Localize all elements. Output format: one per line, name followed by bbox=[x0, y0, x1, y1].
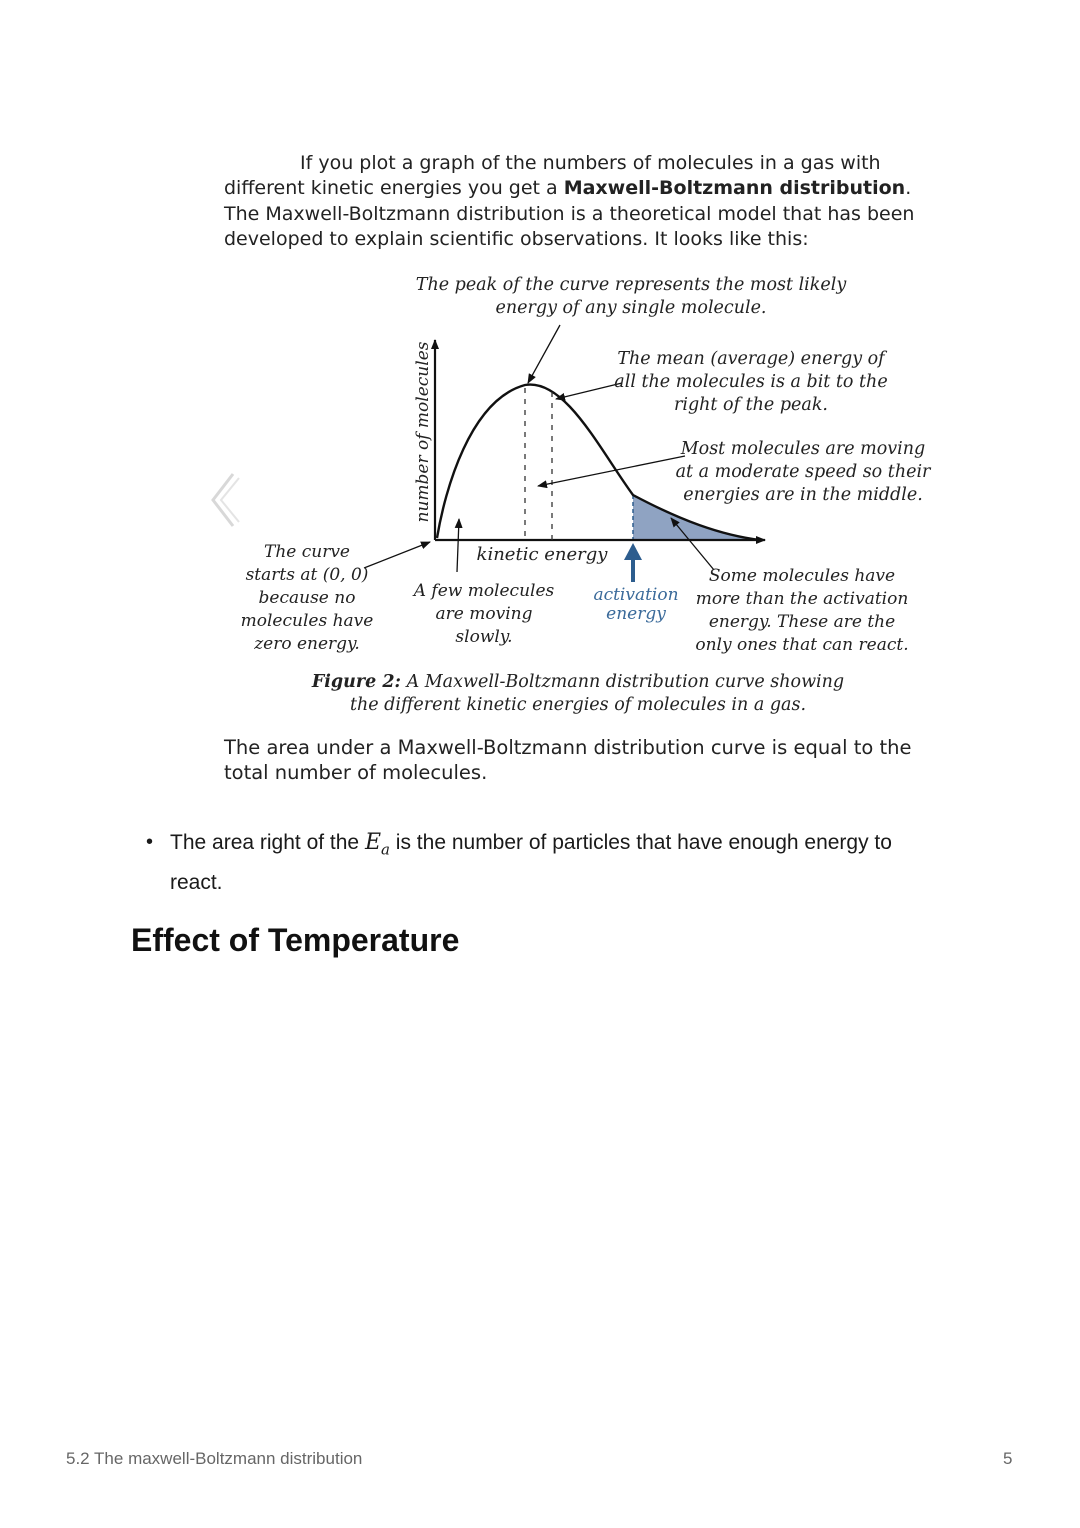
peak-arrow bbox=[528, 325, 560, 383]
maxwell-boltzmann-figure bbox=[0, 0, 1080, 730]
symbol-e: E bbox=[364, 830, 382, 855]
peak-note-line-2: energy of any single molecule. bbox=[495, 298, 767, 318]
origin-note-line-1: The curve bbox=[263, 542, 351, 562]
y-axis-label: number of molecules bbox=[413, 341, 433, 523]
few-arrow bbox=[457, 519, 459, 572]
peak-note-line-1: The peak of the curve represents the most likely bbox=[415, 275, 847, 295]
intro-bold-term: Maxwell-Boltzmann distribution bbox=[563, 177, 906, 200]
footer-doc-title: 5.2 The maxwell-Boltzmann distribution bbox=[66, 1449, 363, 1468]
few-note-line-3: slowly. bbox=[455, 627, 513, 647]
figure-caption-line-1 bbox=[311, 672, 844, 692]
footer-page-number: 5 bbox=[1003, 1449, 1013, 1468]
most-note-line-2: at a moderate speed so their bbox=[675, 462, 931, 482]
section-heading: Effect of Temperature bbox=[131, 922, 460, 958]
origin-note-line-4: molecules have bbox=[240, 611, 374, 631]
few-note-line-2: are moving bbox=[435, 604, 533, 624]
some-note-line-2: more than the activation bbox=[695, 589, 909, 609]
area-under-curve-text: The area under a Maxwell-Boltzmann distribution curve is equal to the total number of molecules. bbox=[224, 736, 912, 784]
mean-note-line-2: all the molecules is a bit to the bbox=[614, 372, 888, 392]
most-note-line-1: Most molecules are moving bbox=[680, 439, 926, 459]
bullet-marker: • bbox=[146, 831, 154, 853]
activation-energy-symbol bbox=[364, 830, 390, 859]
activation-arrow-head bbox=[624, 543, 642, 560]
activation-label-line-2: energy bbox=[606, 604, 666, 624]
some-note-line-1: Some molecules have bbox=[708, 566, 896, 586]
middle-arrow bbox=[538, 456, 685, 486]
some-note-line-3: energy. These are the bbox=[708, 612, 896, 632]
mean-note-line-1: The mean (average) energy of bbox=[617, 349, 885, 369]
bullet-text bbox=[170, 826, 940, 899]
intro-line-2: The Maxwell-Boltzmann distribution is a theoretical model that has been developed to explain scientific observations. It looks like this: bbox=[224, 202, 915, 250]
few-note-line-1: A few molecules bbox=[413, 581, 555, 601]
mean-note-line-3: right of the peak. bbox=[674, 395, 828, 415]
origin-note-line-5: zero energy. bbox=[254, 634, 360, 654]
figure-caption-line-2: the different kinetic energies of molecules in a gas. bbox=[349, 695, 807, 715]
intro-text-after: . bbox=[905, 177, 912, 200]
symbol-subscript: a bbox=[381, 840, 390, 859]
origin-note-line-2: starts at (0, 0) bbox=[245, 565, 369, 585]
figure-caption-text-1: A Maxwell-Boltzmann distribution curve showing bbox=[406, 672, 845, 692]
bullet-text-before: The area right of the bbox=[170, 831, 365, 854]
intro-text-before: If you plot a graph of the numbers of molecules in a gas with different kinetic energies you get a bbox=[224, 152, 881, 200]
x-axis-label: kinetic energy bbox=[476, 544, 608, 565]
figure-caption-label: Figure 2: bbox=[311, 672, 401, 692]
origin-arrow bbox=[364, 542, 430, 568]
activation-label-line-1: activation bbox=[593, 585, 679, 605]
most-note-line-3: energies are in the middle. bbox=[683, 485, 923, 505]
bullet-text-after: is the number of particles that have enough energy to react. bbox=[170, 831, 892, 895]
mean-arrow bbox=[556, 383, 622, 399]
some-note-line-4: only ones that can react. bbox=[695, 635, 909, 655]
origin-note-line-3: because no bbox=[258, 588, 356, 608]
